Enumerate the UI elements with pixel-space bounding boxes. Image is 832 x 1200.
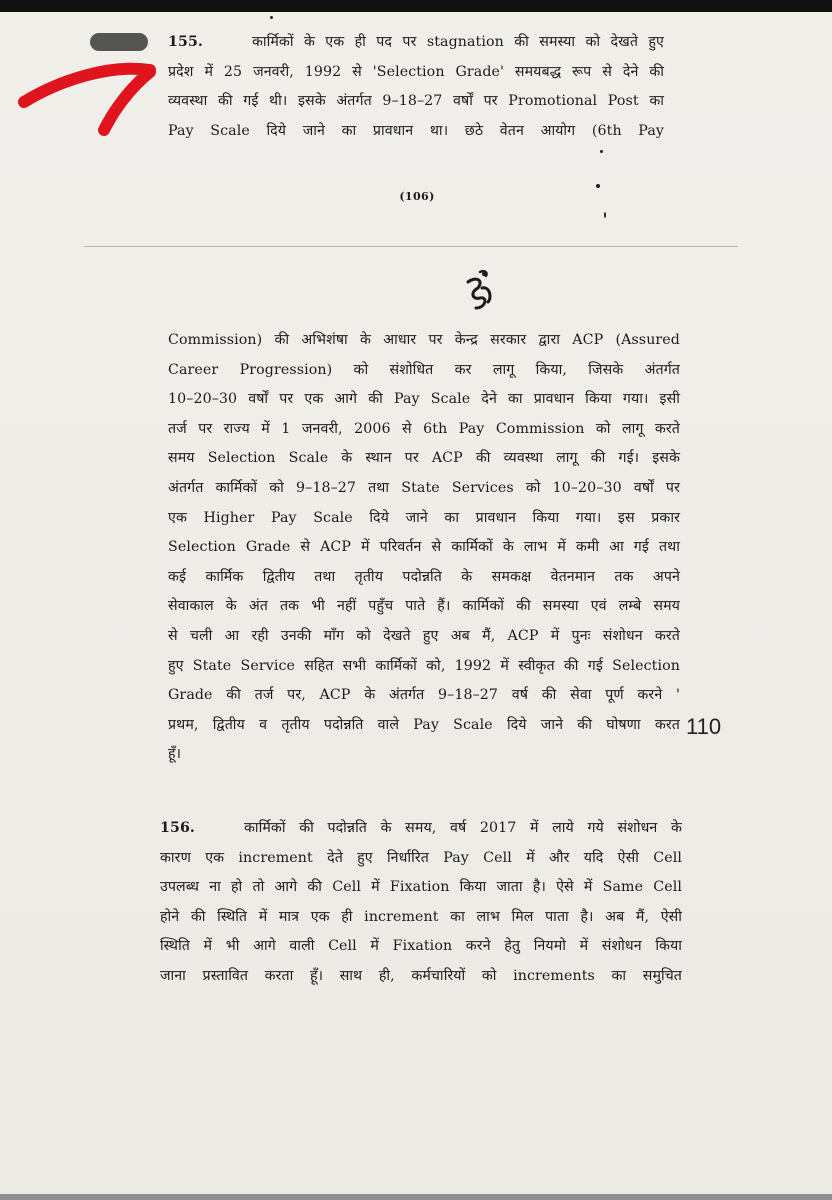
- ink-speck: [604, 212, 606, 218]
- text-line: 10–20–30 वर्षों पर एक आगे की Pay Scale देने का प्रावधान किया गया। इसी: [168, 391, 680, 408]
- text-line: स्थिति में भी आगे वाली Cell में Fixation करने हेतु नियमो में संशोधन किया: [160, 938, 682, 955]
- text-line: व्यवस्था की गई थी। इसके अंतर्गत 9–18–27 वर्षों पर Promotional Post का: [168, 93, 664, 110]
- text-line: Commission) की अभिशंषा के आधार पर केन्द्र सरकार द्वारा ACP (Assured: [168, 332, 680, 348]
- page-break-line: [84, 246, 738, 247]
- paragraph-number: 156.: [160, 820, 195, 836]
- om-symbol-icon: [458, 268, 498, 314]
- side-annotation-number: 110: [686, 714, 722, 739]
- text-line: होने की स्थिति में मात्र एक ही increment का लाभ मिल पाता है। अब मैं, ऐसी: [160, 908, 682, 925]
- text-line: Grade की तर्ज पर, ACP के अंतर्गत 9–18–27 वर्ष की सेवा पूर्ण करने ': [168, 687, 680, 704]
- ink-speck: [600, 150, 603, 153]
- text-line: Career Progression) को संशोधित कर लागू किया, जिसके अंतर्गत: [168, 361, 680, 378]
- text-line: प्रदेश में 25 जनवरी, 1992 से 'Selection Grade' समयबद्ध रूप से देने की: [168, 63, 664, 80]
- ink-speck: [270, 16, 273, 19]
- paragraph-156: [160, 814, 682, 992]
- text-line: समय Selection Scale के स्थान पर ACP की व्यवस्था लागू की गई। इसके: [168, 450, 680, 467]
- page-number: (106): [399, 190, 435, 203]
- text-line: हुए State Service सहित सभी कार्मिकों को, 1992 में स्वीकृत की गई Selection: [168, 657, 680, 674]
- text-line: उपलब्ध ना हो तो आगे की Cell में Fixation किया जाता है। ऐसे में Same Cell: [160, 879, 682, 896]
- paragraph-155: [168, 28, 664, 146]
- screen-bottom-edge: [0, 1194, 832, 1200]
- text-line: तर्ज पर राज्य में 1 जनवरी, 2006 से 6th Pay Commission को लागू करते: [168, 420, 680, 437]
- text-line: अंतर्गत कार्मिकों को 9–18–27 तथा State Services को 10–20–30 वर्षों पर: [168, 479, 680, 496]
- text-line: 156. कार्मिकों की पदोन्नति के समय, वर्ष 2017 में लाये गये संशोधन के: [160, 814, 682, 844]
- text-line: हूँ।: [168, 746, 182, 763]
- text-line: कारण एक increment देते हुए निर्धारित Pay Cell में और यदि ऐसी Cell: [160, 849, 682, 866]
- screen-top-bar: [0, 0, 832, 12]
- paragraph-continuation: [168, 326, 680, 770]
- text-line: कई कार्मिक द्वितीय तथा तृतीय पदोन्नति के समकक्ष वेतनमान तक अपने: [168, 568, 680, 585]
- text-line: 155. कार्मिकों के एक ही पद पर stagnation की समस्या को देखते हुए: [168, 28, 664, 58]
- red-arrow-annotation-icon: [0, 40, 170, 150]
- text-line: एक Higher Pay Scale दिये जाने का प्रावधान किया गया। इस प्रकार: [168, 509, 680, 526]
- text-line: Pay Scale दिये जाने का प्रावधान था। छठे वेतन आयोग (6th Pay: [168, 122, 664, 139]
- text-line: से चली आ रही उनकी माँग को देखते हुए अब मैं, ACP में पुनः संशोधन करते: [168, 627, 680, 644]
- text-line: प्रथम, द्वितीय व तृतीय पदोन्नति वाले Pay Scale दिये जाने की घोषणा करत: [168, 716, 680, 733]
- text-line: जाना प्रस्तावित करता हूँ। साथ ही, कर्मचारियों को increments का समुचित: [160, 967, 682, 984]
- paragraph-number: 155.: [168, 34, 203, 50]
- text-line: Selection Grade से ACP में परिवर्तन से कार्मिकों के लाभ में कमी आ गई तथा: [168, 539, 680, 556]
- ink-speck: [596, 184, 600, 188]
- text-line: सेवाकाल के अंत तक भी नहीं पहुँच पाते हैं। कार्मिकों की समस्या एवं लम्बे समय: [168, 598, 680, 615]
